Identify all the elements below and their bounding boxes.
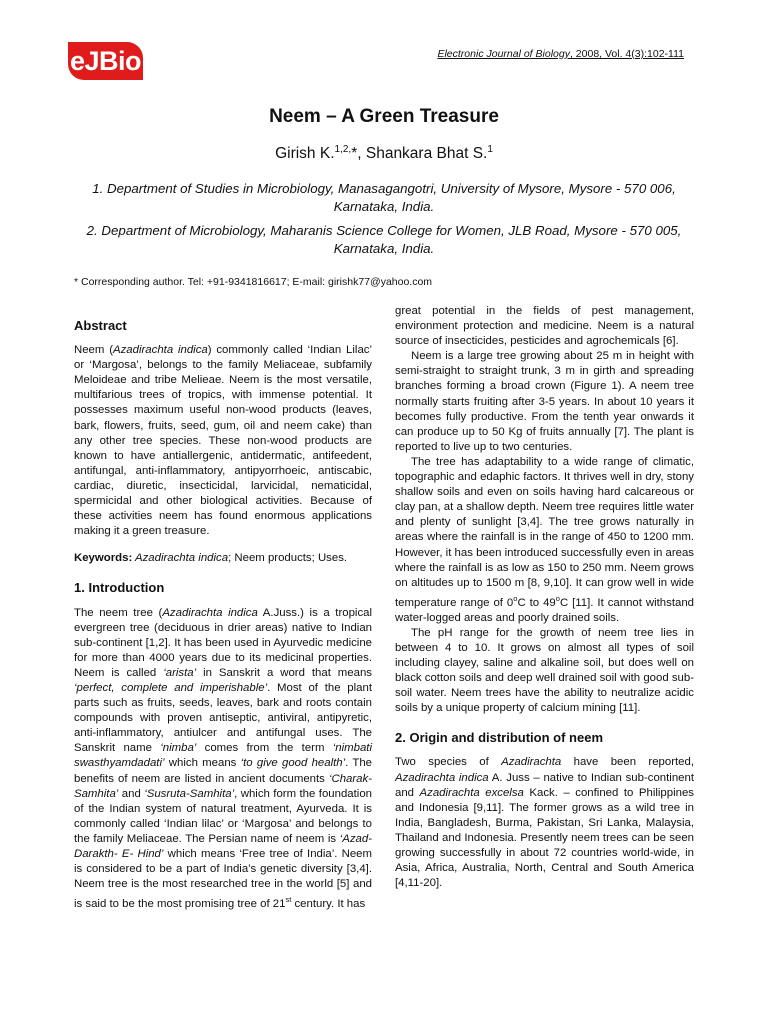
abstract-text: Neem (Azadirachta indica) commonly called ‘Indian Lilac’ or ‘Margosa’, belongs to the family Meliaceae, subfamily Meloideae and tribe Melieae. Neem is the most versatile, multifarious trees of tropics, with immense potential. It possesses maximum useful non-wood products (leaves, bark, flowers, fruits, seed, gum, oil and neem cake) than any other tree species. These non-wood products are known to have antiallergenic, antidermatic, antifeedent, antifungal, anti-inflammatory, antipyorrhoeic, antiscabic, cardiac, diuretic, insecticidal, larvicidal, nematicidal, spermicidal and other biological activities. Because of these activities neem has found enormous applications making it a green treasure.: [74, 344, 372, 538]
right-para-5: Two species of Azadirachta have been reported, Azadirachta indica A. Juss – native to Indian sub-continent and Azadirachta excelsa Kack. – confined to Philippines and Indonesia [9,11]. The former grows as a wild tree in India, Bangladesh, Burma, Pakistan, Sri Lanka, Malaysia, Thailand and Indonesia. Presently neem trees can be seen growing successfully in about 72 countries world-wide, in Asia, Africa, Australia, North, Central and South America [4,11-20].: [395, 756, 695, 890]
corresponding-author: * Corresponding author. Tel: +91-9341816617; E-mail: girishk77@yahoo.com: [74, 276, 433, 288]
right-para-2: Neem is a large tree growing about 25 m in height with semi-straight to straight trunk, 3 m in girth and spreading branches forming a broad crown (Figure 1). A neem tree normally starts fruiting after 3-5 years. In about 10 years it becomes fully productive. From the tenth year onwards it can produce up to 50 Kg of fruits annually [7]. The plant is reported to live up to two centuries.: [395, 350, 694, 453]
journal-volume: , 2008, Vol. 4(3):102-111: [569, 48, 684, 60]
journal-logo: eJBio: [68, 42, 143, 80]
journal-name: Electronic Journal of Biology: [437, 48, 570, 60]
author-1: Girish K.: [275, 145, 335, 163]
paper-title: Neem – A Green Treasure: [269, 106, 499, 127]
right-para-4: The pH range for the growth of neem tree lies in between 4 to 10. It grows on almost all types of soil including clayey, saline and alkaline soil, but does well on black cotton soils and deep well drained soil with good sub-soil water. Neem trees have the ability to neutralize acidic soils by a unique property of calcium mining [11].: [395, 626, 694, 715]
author-list: [0, 144, 768, 163]
author-2: , Shankara Bhat S.: [357, 145, 488, 163]
journal-citation[interactable]: [437, 48, 684, 60]
origin-heading: 2. Origin and distribution of neem: [395, 730, 604, 746]
intro-text: The neem tree (Azadirachta indica A.Juss.) is a tropical evergreen tree (deciduous in drier areas) native to Indian sub-continent [1,2]. It has been used in Ayurvedic medicine for more than 4000 years due to its medicinal properties. Neem is called ‘arista’ in Sanskrit a word that means ‘perfect, complete and imperishable’. Most of the plant parts such as fruits, seeds, leaves, bark and roots contain compounds with proven antiseptic, antiviral, antipyretic, anti-inflammatory, antiulcer and antifungal uses. The Sanskrit name ‘nimba’ comes from the term ‘nimbati swasthyamdadati’ which means ‘to give good health’. The benefits of neem are listed in ancient documents ‘Charak-Samhita’ and ‘Susruta-Samhita’, which form the foundation of the Indian system of natural treatment, Ayurveda. It is commonly called ‘Indian lilac’ or ‘Margosa’ and belongs to the family Meliaceae. The Persian name of neem is ‘Azad- Darakth- E- Hind’ which means ‘Free tree of India’. Neem is considered to be a part of India’s genetic diversity [3,4]. Neem tree is the most researched tree in the world [5] and is said to be the most promising tree of 21st century. It has: [74, 606, 373, 911]
corresponding-star: *: [351, 145, 358, 163]
right-para-3: The tree has adaptability to a wide range of climatic, topographic and edaphic factors. It thrives well in dry, stony shallow soils and even on soils having hard calcareous or clay pan, at a shallow depth. Neem tree requires little water and plenty of sunlight [3,4]. The tree grows naturally in areas where the rainfall is in the range of 450 to 1200 mm. However, it has been introduced successfully even in areas where the rainfall is as low as 150 to 250 mm. Neem grows on altitudes up to 1500 m [8, 9,10]. It can grow well in wide temperature range of 0$^o$C to 49$^o$C [11]. It cannot withstand water-logged areas and poorly drained soils.: [395, 455, 694, 624]
right-para-1: great potential in the fields of pest management, environment protection and medicine. Neem is a natural source of insecticides, pesticides and agrochemicals [6].: [395, 305, 694, 348]
intro-heading: 1. Introduction: [74, 580, 165, 596]
abstract-heading: Abstract: [74, 318, 127, 333]
right-column: [395, 304, 694, 891]
affiliation-2: 2. Department of Microbiology, Maharanis Science College for Women, JLB Road, Mysore - 570 005, Karnataka, India.: [86, 223, 682, 256]
author-1-affil: 1,2,: [334, 144, 352, 155]
author-2-affil: 1: [487, 144, 493, 155]
left-column: [74, 312, 372, 912]
keywords: Keywords: Azadirachta indica; Neem products; Uses.: [74, 552, 348, 565]
affiliation-1: 1. Department of Studies in Microbiology, Manasagangotri, University of Mysore, Mysore - 570 006, Karnataka, India.: [92, 181, 676, 214]
